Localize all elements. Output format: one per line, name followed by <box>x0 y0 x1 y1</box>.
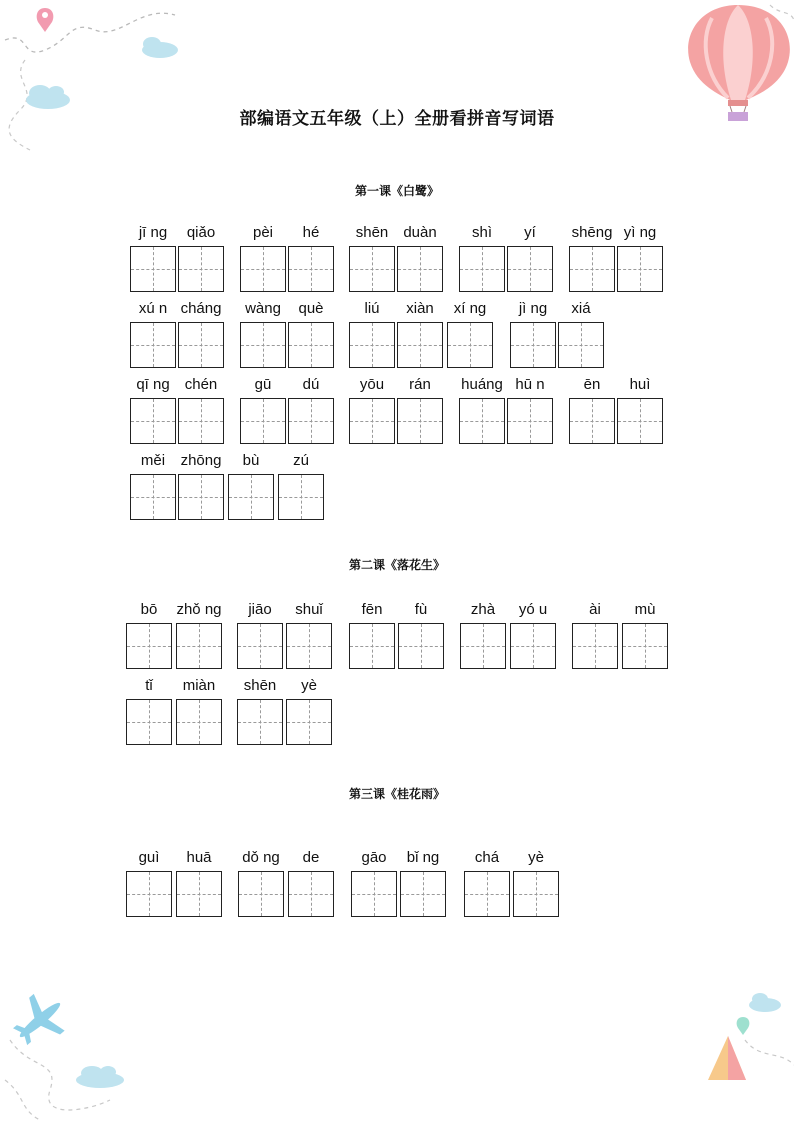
pinyin-label: chén <box>184 376 218 393</box>
writing-grid-box[interactable] <box>397 322 443 368</box>
writing-grid-box[interactable] <box>237 699 283 745</box>
writing-grid-box[interactable] <box>397 398 443 444</box>
writing-grid-box[interactable] <box>459 398 505 444</box>
pinyin-label: qī ng <box>136 376 170 393</box>
writing-grid-box[interactable] <box>126 699 172 745</box>
pinyin-label: shēn <box>355 224 389 241</box>
pinyin-label: jì ng <box>518 300 548 317</box>
pinyin-label: jiāo <box>248 601 272 618</box>
writing-grid-box[interactable] <box>510 322 556 368</box>
pinyin-label: xú n <box>138 300 168 317</box>
writing-grid-box[interactable] <box>286 699 332 745</box>
writing-grid-box[interactable] <box>176 871 222 917</box>
writing-grid-box[interactable] <box>349 623 395 669</box>
writing-grid-box[interactable] <box>622 623 668 669</box>
pinyin-label: dú <box>302 376 320 393</box>
writing-grid-box[interactable] <box>178 322 224 368</box>
writing-grid-box[interactable] <box>464 871 510 917</box>
pinyin-label: qiǎo <box>186 224 216 241</box>
writing-grid-box[interactable] <box>126 623 172 669</box>
pinyin-label: liú <box>364 300 380 317</box>
writing-grid-box[interactable] <box>459 246 505 292</box>
pinyin-label: duàn <box>403 224 437 241</box>
pinyin-label: gū <box>254 376 272 393</box>
writing-grid-box[interactable] <box>286 623 332 669</box>
writing-grid-box[interactable] <box>513 871 559 917</box>
pinyin-label: huā <box>186 849 212 866</box>
location-pin-icon <box>37 8 54 32</box>
pinyin-label: zhǒ ng <box>176 601 222 618</box>
writing-grid-box[interactable] <box>617 398 663 444</box>
pinyin-label: guì <box>138 849 160 866</box>
writing-grid-box[interactable] <box>569 246 615 292</box>
writing-grid-box[interactable] <box>178 474 224 520</box>
pinyin-label: huáng <box>461 376 503 393</box>
location-pin-icon-bottom <box>737 1017 750 1035</box>
writing-grid-box[interactable] <box>507 246 553 292</box>
dashed-trail-bottom-right <box>745 1040 794 1065</box>
pinyin-label: xí ng <box>453 300 487 317</box>
writing-grid-box[interactable] <box>569 398 615 444</box>
pinyin-label: mù <box>634 601 656 618</box>
pinyin-label: shì <box>471 224 492 241</box>
pinyin-label: dǒ ng <box>242 849 280 866</box>
pinyin-label: zhōng <box>180 452 222 469</box>
lesson-title: 第三课《桂花雨》 <box>348 787 445 801</box>
pinyin-label: yè <box>301 677 317 694</box>
pinyin-label: xiá <box>571 300 591 317</box>
cloud-icon-bottom <box>76 993 781 1088</box>
writing-grid-box[interactable] <box>237 623 283 669</box>
pinyin-label: huì <box>629 376 651 393</box>
writing-grid-box[interactable] <box>288 322 334 368</box>
pinyin-label: gāo <box>361 849 387 866</box>
writing-grid-box[interactable] <box>351 871 397 917</box>
pinyin-label: ēn <box>583 376 601 393</box>
pinyin-label: pèi <box>252 224 274 241</box>
writing-grid-box[interactable] <box>460 623 506 669</box>
writing-grid-box[interactable] <box>288 871 334 917</box>
pinyin-label: bù <box>242 452 260 469</box>
pinyin-label: yè <box>528 849 544 866</box>
writing-grid-box[interactable] <box>238 871 284 917</box>
pinyin-label: jī ng <box>138 224 168 241</box>
pinyin-label: tǐ <box>145 677 153 694</box>
writing-grid-box[interactable] <box>400 871 446 917</box>
writing-grid-box[interactable] <box>130 398 176 444</box>
writing-grid-box[interactable] <box>126 871 172 917</box>
writing-grid-box[interactable] <box>507 398 553 444</box>
writing-grid-box[interactable] <box>278 474 324 520</box>
pinyin-label: měi <box>140 452 166 469</box>
writing-grid-box[interactable] <box>176 623 222 669</box>
pinyin-label: shēn <box>243 677 277 694</box>
pinyin-label: hū n <box>515 376 545 393</box>
pinyin-label: xiàn <box>406 300 434 317</box>
writing-grid-box[interactable] <box>178 398 224 444</box>
writing-grid-box[interactable] <box>240 246 286 292</box>
lesson-title: 第一课《白鹭》 <box>354 184 439 198</box>
pinyin-label: cháng <box>180 300 222 317</box>
pinyin-label: zhà <box>470 601 496 618</box>
pinyin-label: fēn <box>361 601 383 618</box>
writing-grid-box[interactable] <box>176 699 222 745</box>
airplane-icon <box>5 985 76 1055</box>
writing-grid-box[interactable] <box>572 623 618 669</box>
pinyin-label: chá <box>474 849 500 866</box>
pinyin-label: bǐ ng <box>406 849 440 866</box>
pinyin-label: bō <box>140 601 158 618</box>
pinyin-label: hé <box>302 224 320 241</box>
writing-grid-box[interactable] <box>288 398 334 444</box>
writing-grid-box[interactable] <box>447 322 493 368</box>
writing-grid-box[interactable] <box>240 398 286 444</box>
writing-grid-box[interactable] <box>349 322 395 368</box>
pinyin-label: ài <box>589 601 601 618</box>
writing-grid-box[interactable] <box>349 246 395 292</box>
pinyin-label: rán <box>409 376 431 393</box>
pinyin-label: yó u <box>518 601 548 618</box>
pinyin-label: miàn <box>182 677 216 694</box>
pinyin-label: yōu <box>359 376 385 393</box>
writing-grid-box[interactable] <box>558 322 604 368</box>
pinyin-label: wàng <box>245 300 281 317</box>
writing-grid-box[interactable] <box>397 246 443 292</box>
writing-grid-box[interactable] <box>349 398 395 444</box>
writing-grid-box[interactable] <box>398 623 444 669</box>
writing-grid-box[interactable] <box>510 623 556 669</box>
writing-grid-box[interactable] <box>288 246 334 292</box>
pinyin-label: yì ng <box>623 224 657 241</box>
pinyin-label: què <box>298 300 324 317</box>
dashed-trail-bottom-left-2 <box>5 1080 40 1120</box>
pinyin-label: de <box>302 849 320 866</box>
pinyin-label: yí <box>524 224 536 241</box>
pinyin-label: shuǐ <box>295 601 323 618</box>
writing-grid-box[interactable] <box>130 322 176 368</box>
writing-grid-box[interactable] <box>130 246 176 292</box>
writing-grid-box[interactable] <box>178 246 224 292</box>
writing-grid-box[interactable] <box>240 322 286 368</box>
sailboat-icon <box>708 1036 746 1080</box>
pinyin-label: zú <box>293 452 309 469</box>
pinyin-label: shēng <box>571 224 613 241</box>
document-title: 部编语文五年级（上）全册看拼音写词语 <box>239 109 555 129</box>
writing-grid-box[interactable] <box>617 246 663 292</box>
writing-grid-box[interactable] <box>228 474 274 520</box>
lesson-title: 第二课《落花生》 <box>348 558 445 572</box>
writing-grid-box[interactable] <box>130 474 176 520</box>
pinyin-label: fù <box>414 601 428 618</box>
